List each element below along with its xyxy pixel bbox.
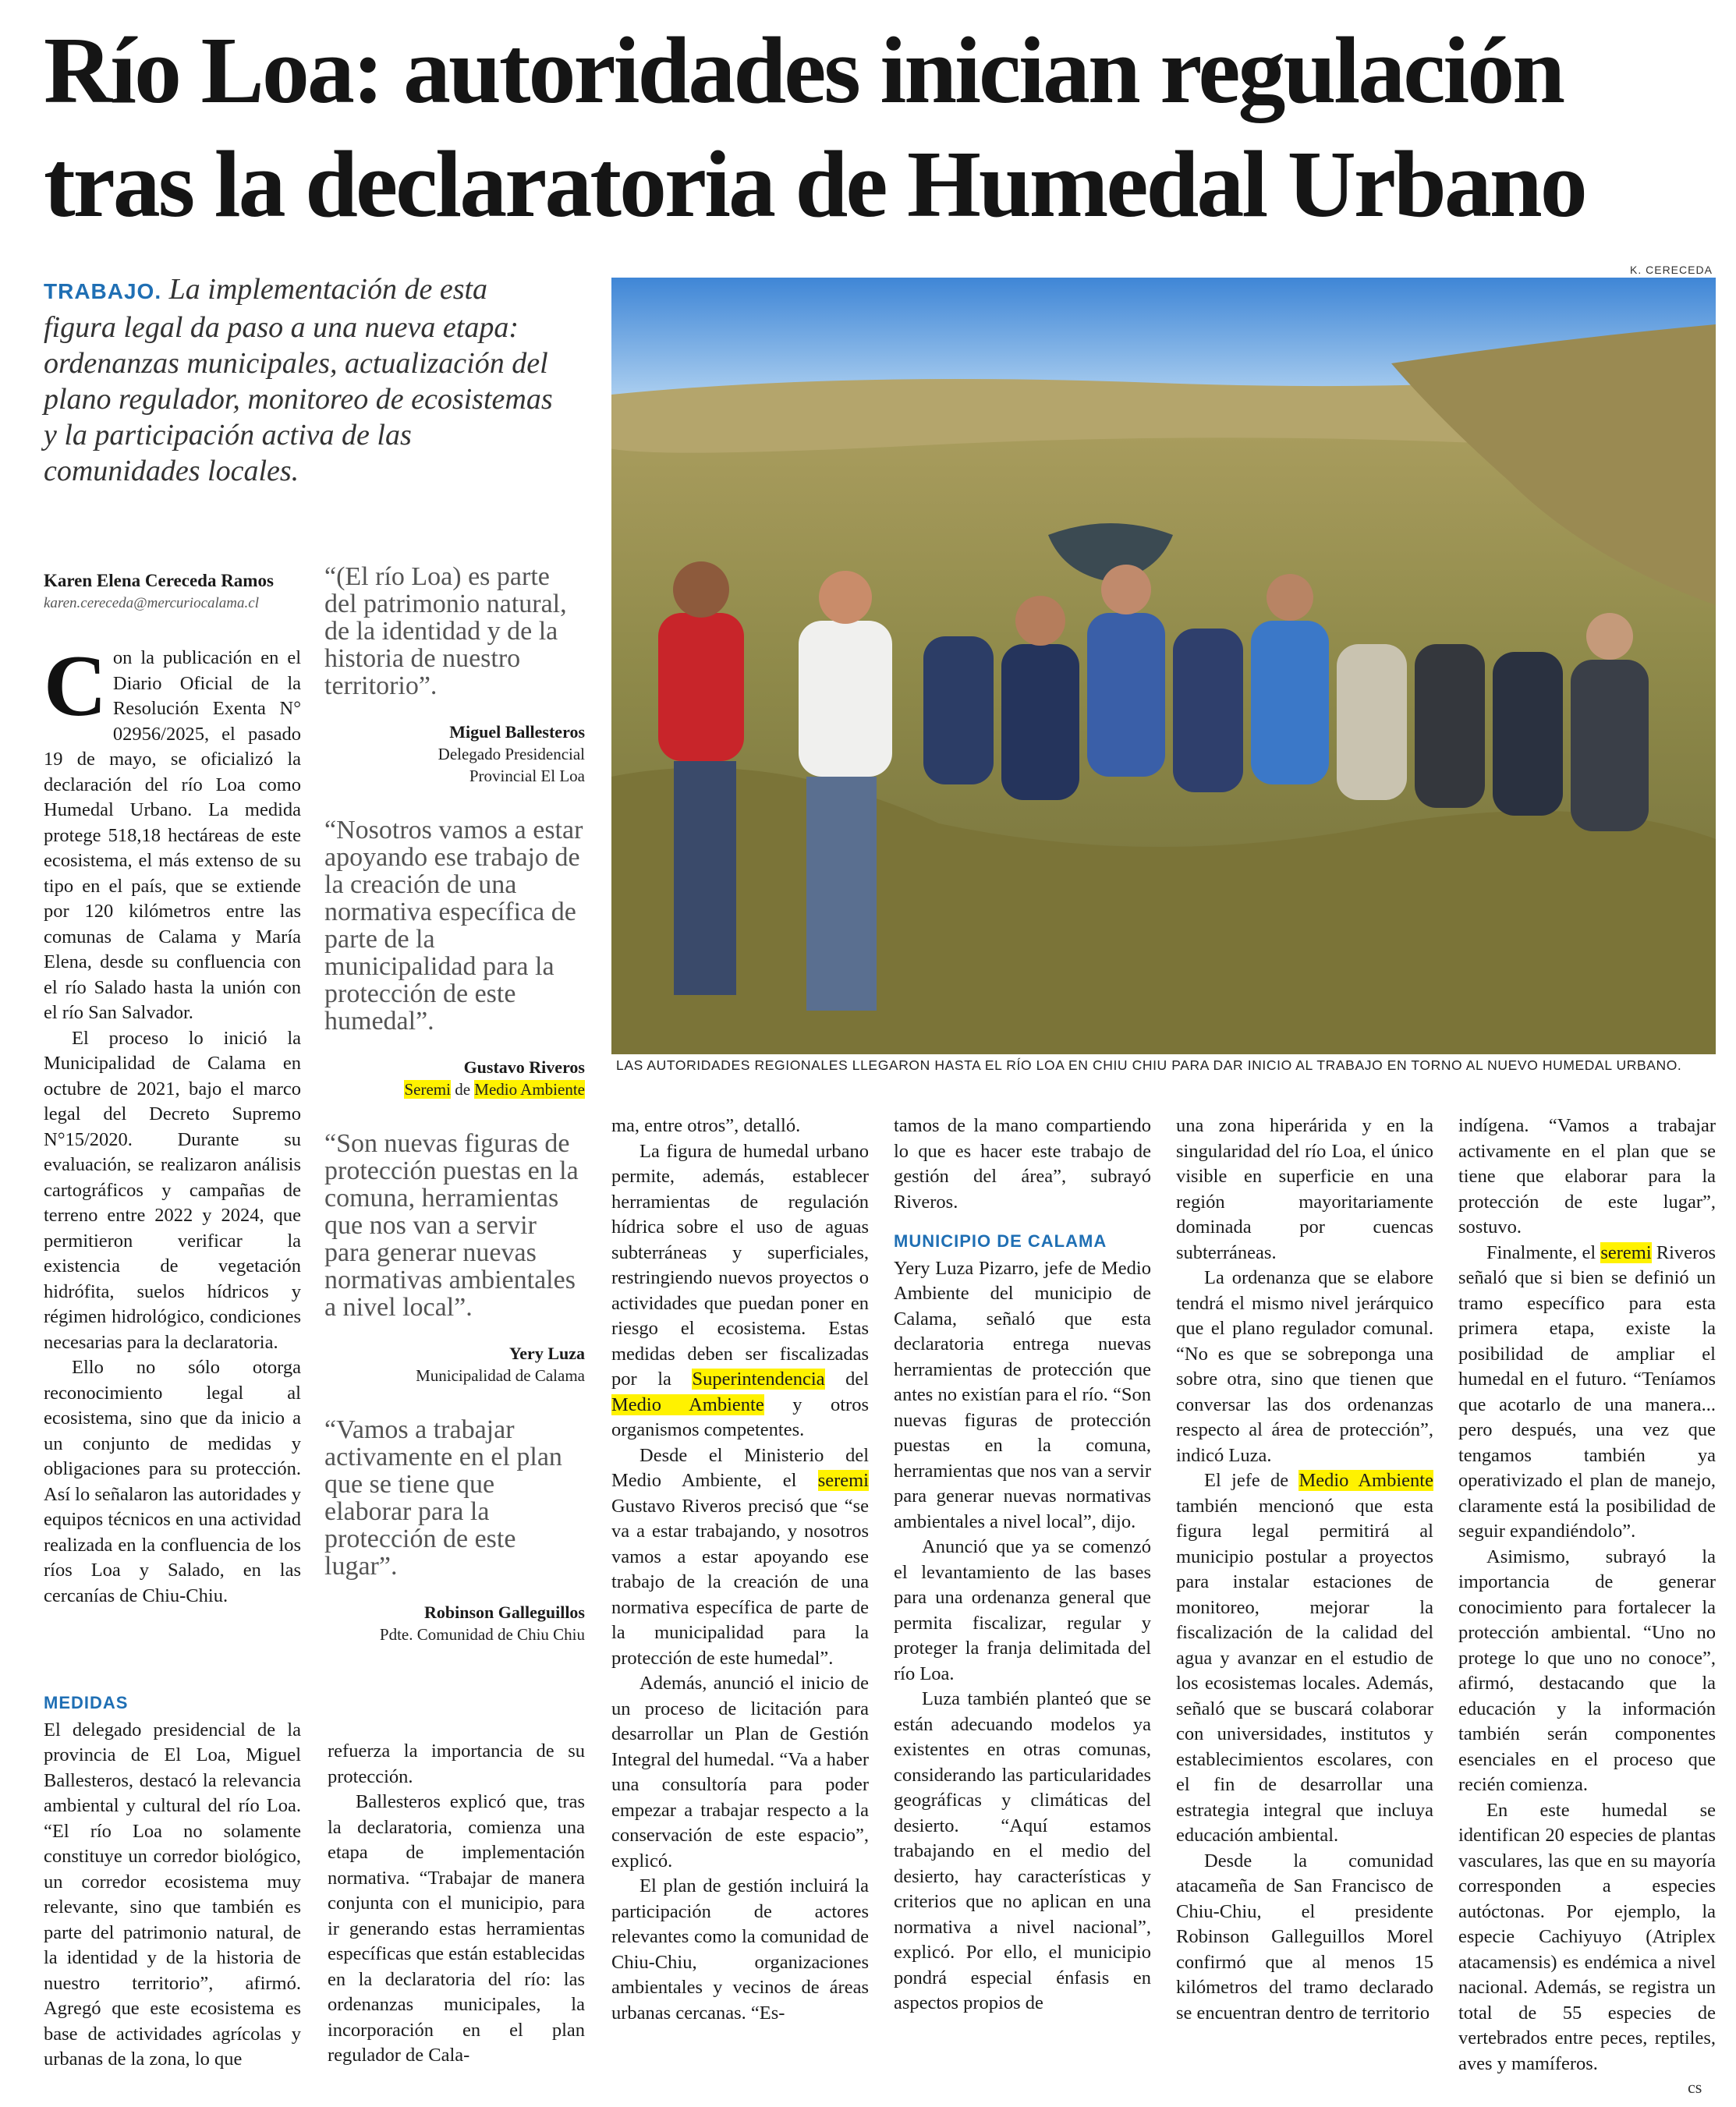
photo-credit: K. CERECEDA	[1630, 264, 1713, 276]
paragraph-7: ma, entre otros”, detalló.	[611, 1115, 801, 1136]
quote-author: Robinson Galleguillos	[423, 1602, 585, 1622]
column-5	[1176, 1114, 1433, 2026]
highlight: Seremi	[404, 1080, 451, 1099]
column-4	[894, 1114, 1151, 2017]
column-1-continued	[44, 1677, 301, 2073]
highlight: seremi	[817, 1470, 869, 1491]
highlight: seremi	[1600, 1241, 1652, 1263]
end-mark: cs	[1688, 2077, 1702, 2097]
paragraph-6: Ballesteros explicó que, tras la declaratoria, comienza una etapa de implementación normativa. “Trabajar de manera conjunta con el municipio, para ir generando estas herramientas específicas que están establecidas en la declaratoria del río: las ordenanzas municipales, la incorporación en el plan regulador de Cala-	[328, 1791, 585, 2066]
pull-quote	[324, 816, 585, 1100]
quote-text: “Vamos a trabajar activamente en el plan que se tiene que elaborar para la protección de este lugar”.	[324, 1415, 562, 1581]
drop-cap: C	[44, 638, 107, 735]
deck-kicker: TRABAJO.	[44, 279, 162, 303]
paragraph-1	[44, 638, 301, 1026]
author-name: Karen Elena Cereceda Ramos	[44, 571, 274, 590]
paragraph-8-text: La figura de humedal urbano permite, además, establecer herramientas de regulación hídrica sobre el uso de aguas subterráneas y superficiales, restringiendo nuevos proyectos o actividades que puedan poner en riesgo el ecosistema. Estas medidas deben ser fiscalizadas por la	[611, 1140, 869, 1390]
quote-role	[324, 1078, 585, 1100]
byline	[44, 569, 309, 614]
paragraph-18	[1176, 1468, 1433, 1849]
highlight: Medio Ambiente	[1298, 1470, 1433, 1491]
paragraph-8-joiner: del	[824, 1369, 869, 1390]
author-email: karen.cereceda@mercuriocalama.cl	[44, 595, 259, 611]
paragraph-10: Además, anunció el inicio de un proceso de licitación para desarrollar un Plan de Gestión Integral del humedal. “Va a haber una consultoría para poder empezar a trabajar respecto a la conservación de este espacio”, explicó.	[611, 1673, 869, 1872]
paragraph-4: El delegado presidencial de la provincia de El Loa, Miguel Ballesteros, destacó la relevancia ambiental y cultural del río Loa. “El río Loa no solamente constituye un corredor biológico, un corredor ecosistema muy relevante, sino que también es parte del patrimonio natural, de la identidad y de la historia de nuestro territorio”, afirmó. Agregó que este ecosistema es base de actividades agrícolas y urbanas de la zona, lo que	[44, 1719, 301, 2070]
highlight: Medio Ambiente	[611, 1393, 764, 1415]
paragraph-18-text: El jefe de	[1204, 1470, 1299, 1491]
deck	[44, 271, 558, 489]
paragraph-21-text: Finalmente, el	[1486, 1241, 1601, 1263]
subhead-municipio: MUNICIPIO DE CALAMA	[894, 1231, 1107, 1251]
paragraph-18-end: también mencionó que esta figura legal permitirá al municipio postular a proyectos para instalar estaciones de monitoreo, mejorar la fiscalización de la calidad del agua y avanzar en el estudio de los ecosistemas locales. Además, señaló que se buscará colaborar con universidades, institutos y establecimientos escolares, con el fin de desarrollar una estrategia integral que incluya educación ambiental.	[1176, 1495, 1433, 1846]
paragraph-16: una zona hiperárida y en la singularidad del río Loa, el único visible en superficie en una región mayoritariamente dominada por cuencas subterráneas.	[1176, 1115, 1433, 1263]
column-1	[44, 638, 301, 1609]
paragraph-9	[611, 1443, 869, 1672]
column-6	[1458, 1114, 1716, 2077]
column-2	[328, 1739, 585, 2069]
photo-caption: LAS AUTORIDADES REGIONALES LLEGARON HASTA EL RÍO LOA EN CHIU CHIU PARA DAR INICIO AL TRABAJO EN TORNO AL NUEVO HUMEDAL URBANO.	[616, 1057, 1682, 1073]
paragraph-12: tamos de la mano compartiendo lo que es hacer este trabajo de gestión del área”, subrayó Riveros.	[894, 1115, 1151, 1213]
paragraph-21-end: Riveros señaló que si bien se definió un tramo específico para esta primera etapa, existe la posibilidad de ampliar el humedal en el futuro. “Teníamos que acotarlo de una manera... pero después, una vez que tengamos también ya operativizado el plan de manejo, claramente está la posibilidad de seguir expandiéndolo”.	[1458, 1241, 1716, 1542]
paragraph-20: indígena. “Vamos a trabajar activamente en el plan que se tiene que elaborar para la protección de este lugar”, sostuvo.	[1458, 1115, 1716, 1238]
paragraph-5: refuerza la importancia de su protección.	[328, 1740, 585, 1787]
quote-author: Gustavo Riveros	[463, 1057, 585, 1077]
paragraph-11: El plan de gestión incluirá la participación de actores relevantes como la comunidad de Chiu-Chiu, organizaciones ambientales y vecinos de áreas urbanas cercanas. “Es-	[611, 1875, 869, 2024]
quote-text: “Nosotros vamos a estar apoyando ese trabajo de la creación de una normativa específica de parte de la municipalidad para la protección de este humedal”.	[324, 816, 583, 1036]
photo-illustration	[611, 278, 1716, 1054]
paragraph-8-end: y otros organismos competentes.	[611, 1393, 869, 1440]
headline: Río Loa: autoridades inician regulación tras la declaratoria de Humedal Urbano	[44, 18, 1585, 237]
quote-author: Yery Luza	[508, 1344, 585, 1363]
paragraph-17: La ordenanza que se elabore tendrá el mismo nivel jerárquico que el plano regulador comunal. “No es que se sobreponga una sobre otra, sino que tienen que conversar las dos ordenanzas respecto al área de protección”, indicó Luza.	[1176, 1267, 1433, 1466]
quote-text: “Son nuevas figuras de protección puestas en la comuna, herramientas que nos van a servir para generar nuevas normativas ambientales a nivel local”.	[324, 1129, 579, 1322]
paragraph-2: El proceso lo inició la Municipalidad de Calama en octubre de 2021, bajo el marco legal del Decreto Supremo N°15/2020. Durante su evaluación, se realizaron análisis cartográficos y campañas de terreno entre 2022 y 2024, que permitieron verificar la existencia de vegetación hidrófita, suelos hídricos y régimen hidrológico, condiciones necesarias para la declaratoria.	[44, 1027, 301, 1353]
quote-role-joiner: de	[450, 1080, 475, 1099]
paragraph-21	[1458, 1241, 1716, 1545]
pull-quote	[324, 1416, 585, 1645]
highlight: Superintendencia	[692, 1369, 825, 1390]
quote-role: Delegado Presidencial	[438, 745, 585, 763]
quote-text: “(El río Loa) es parte del patrimonio natural, de la identidad y de la historia de nuestro territorio”.	[324, 562, 567, 700]
quote-author: Miguel Ballesteros	[449, 722, 585, 742]
paragraph-19: Desde la comunidad atacameña de San Francisco de Chiu-Chiu, el presidente Robinson Galleguillos Morel confirmó que al menos 15 kilómetros del tramo declarado se encuentran dentro de territorio	[1176, 1850, 1433, 2024]
pull-quote	[324, 1130, 585, 1386]
pull-quote	[324, 563, 585, 787]
paragraph-1-text: on la publicación en el Diario Oficial de la Resolución Exenta N° 02956/2025, el pasado 19 de mayo, se oficializó la declaración del río Loa como Humedal Urbano. La medida protege 518,18 hectáreas de este ecosistema, el más extenso de su tipo en el país, que se extiende por 120 kilómetros entre las comunas de Calama y María Elena, desde su confluencia con el río Salado hasta la unión con el río San Salvador.	[44, 647, 301, 1023]
news-photo	[611, 278, 1716, 1054]
paragraph-23: En este humedal se identifican 20 especies de plantas vasculares, las que en su mayoría corresponden a especies autóctonas. Por ejemplo, la especie Cachiyuyo (Atriplex atacamensis) es endémica a nivel nacional. Además, se registra un total de 55 especies de vertebrados entre peces, reptiles, aves y mamíferos.	[1458, 1799, 1716, 2074]
paragraph-8	[611, 1139, 869, 1443]
paragraph-3: Ello no sólo otorga reconocimiento legal al ecosistema, sino que da inicio a un conjunto de medidas y obligaciones para su protección. Así lo señalaron las autoridades y equipos técnicos en una actividad realizada en la confluencia de los ríos Loa y Salado, en las cercanías de Chiu-Chiu.	[44, 1357, 301, 1606]
paragraph-9-end: Gustavo Riveros precisó que “se va a estar trabajando, y nosotros vamos a estar apoyando ese trabajo de la creación de una normativa específica de parte de la municipalidad para la protección de este humedal”.	[611, 1495, 869, 1669]
quote-role: Pdte. Comunidad de Chiu Chiu	[379, 1625, 585, 1644]
paragraph-9-text: Desde el Ministerio del Medio Ambiente, el	[611, 1444, 869, 1491]
paragraph-14: Anunció que ya se comenzó el levantamiento de las bases para una ordenanza general que permita fiscalizar, regular y proteger la franja delimitada del río Loa.	[894, 1536, 1151, 1684]
quote-role: Provincial El Loa	[469, 767, 585, 785]
quote-role: Municipalidad de Calama	[416, 1366, 585, 1385]
subhead-medidas: MEDIDAS	[44, 1693, 129, 1712]
highlight: Medio Ambiente	[474, 1080, 585, 1099]
paragraph-13: Yery Luza Pizarro, jefe de Medio Ambiente del municipio de Calama, señaló que esta declaratoria entrega nuevas herramientas de protección que antes no existían para el río. “Son nuevas figuras de protección puestas en la comuna, herramientas que nos van a servir para generar nuevas normativas ambientales a nivel local”, dijo.	[894, 1257, 1151, 1532]
deck-text: La implementación de esta figura legal da paso a una nueva etapa: ordenanzas municipales, actualización del plano regulador, monitoreo de ecosistemas y la participación activa de las comunidades locales.	[44, 273, 553, 487]
column-3	[611, 1114, 869, 2026]
paragraph-15: Luza también planteó que se están adecuando modelos ya existentes en otras comunas, considerando las particularidades geográficas y climáticas del desierto. “Aquí estamos trabajando en el medio del desierto, hay características y criterios que no aplican en una normativa a nivel nacional”, explicó. Por ello, el municipio pondrá especial énfasis en aspectos propios de	[894, 1688, 1151, 2013]
pull-quotes	[324, 563, 585, 1675]
paragraph-22: Asimismo, subrayó la importancia de generar conocimiento para fortalecer la protección ambiental. “Uno no protege lo que uno no conoce”, afirmó, destacando que la educación y la información también serán componentes esenciales en el proceso que recién comienza.	[1458, 1546, 1716, 1795]
